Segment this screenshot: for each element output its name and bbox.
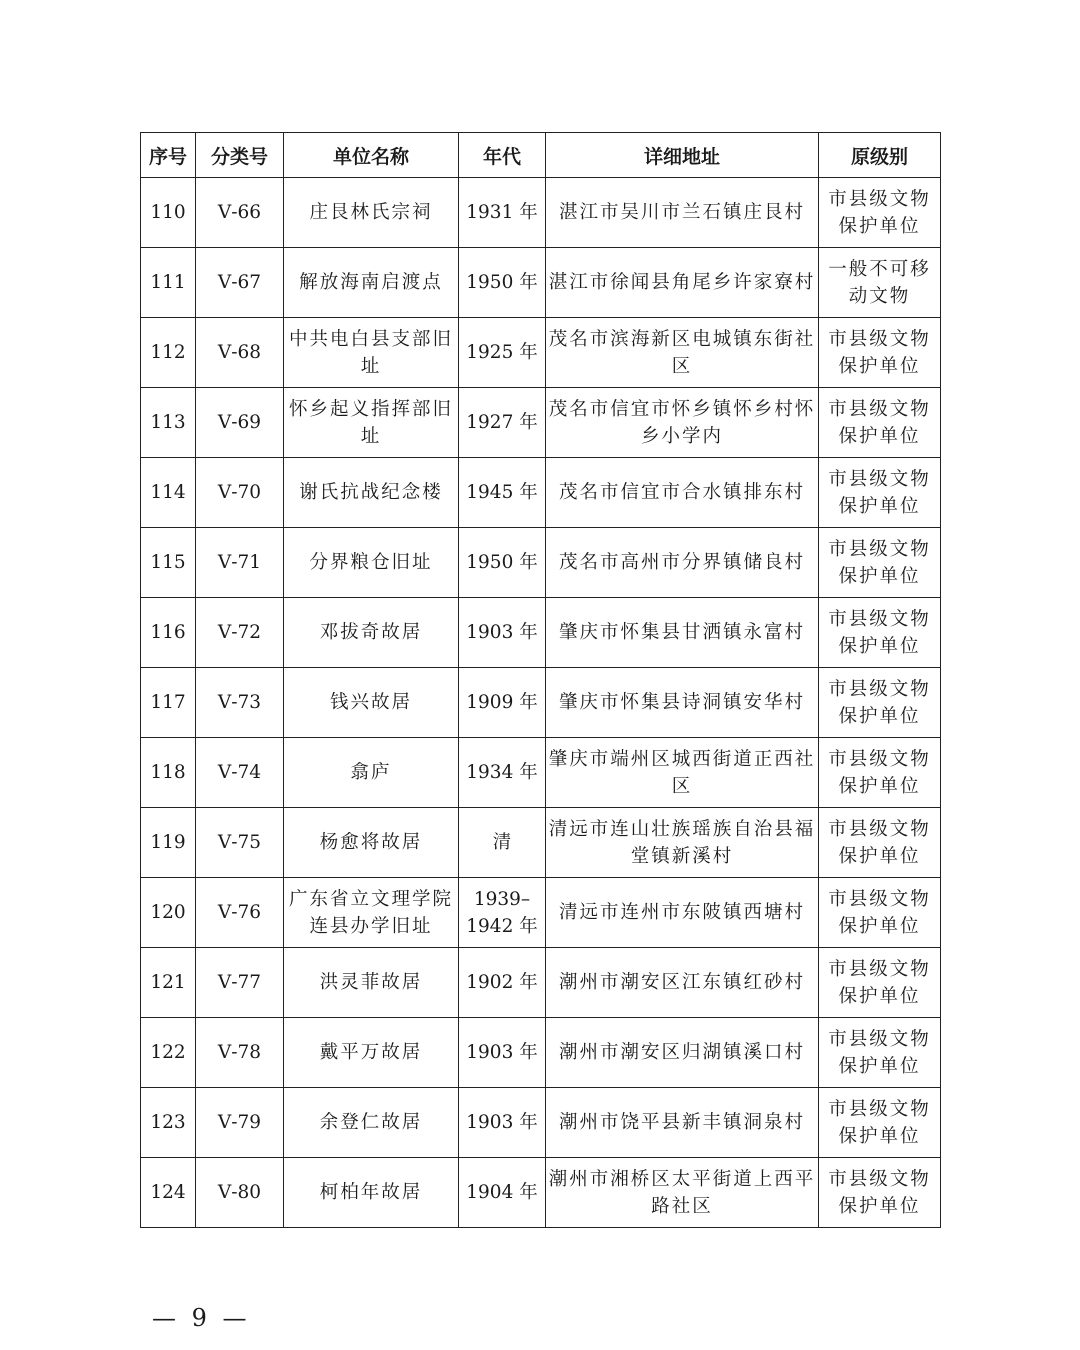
cell-seq: 117	[141, 668, 196, 738]
cell-seq: 116	[141, 598, 196, 668]
col-header-code: 分类号	[196, 133, 284, 178]
cell-seq: 110	[141, 178, 196, 248]
table-row	[141, 178, 941, 248]
cell-code: Ⅴ-73	[196, 668, 284, 738]
cell-era: 1904 年	[459, 1158, 546, 1228]
table-row	[141, 598, 941, 668]
cell-level: 市县级文物保护单位	[819, 388, 941, 458]
cell-name: 庄艮林氏宗祠	[284, 178, 459, 248]
cell-seq: 123	[141, 1088, 196, 1158]
cell-code: Ⅴ-70	[196, 458, 284, 528]
cell-name: 翕庐	[284, 738, 459, 808]
cell-code: Ⅴ-79	[196, 1088, 284, 1158]
col-header-name: 单位名称	[284, 133, 459, 178]
cell-seq: 120	[141, 878, 196, 948]
cell-seq: 124	[141, 1158, 196, 1228]
cell-name: 柯柏年故居	[284, 1158, 459, 1228]
cell-address: 湛江市徐闻县角尾乡许家寮村	[546, 248, 819, 318]
cell-era: 1945 年	[459, 458, 546, 528]
cell-address: 清远市连山壮族瑶族自治县福堂镇新溪村	[546, 808, 819, 878]
cell-seq: 114	[141, 458, 196, 528]
cell-address: 清远市连州市东陂镇西塘村	[546, 878, 819, 948]
cell-code: Ⅴ-72	[196, 598, 284, 668]
cell-name: 解放海南启渡点	[284, 248, 459, 318]
table-row	[141, 388, 941, 458]
cell-seq: 115	[141, 528, 196, 598]
table-row	[141, 948, 941, 1018]
cell-address: 潮州市潮安区归湖镇溪口村	[546, 1018, 819, 1088]
table-row	[141, 458, 941, 528]
cell-code: Ⅴ-68	[196, 318, 284, 388]
cell-seq: 111	[141, 248, 196, 318]
cell-level: 市县级文物保护单位	[819, 598, 941, 668]
cell-level: 市县级文物保护单位	[819, 1088, 941, 1158]
cell-era: 1939–1942 年	[459, 878, 546, 948]
table-row	[141, 878, 941, 948]
cell-name: 戴平万故居	[284, 1018, 459, 1088]
cell-code: Ⅴ-71	[196, 528, 284, 598]
cell-level: 一般不可移动文物	[819, 248, 941, 318]
cell-code: Ⅴ-75	[196, 808, 284, 878]
cell-address: 茂名市滨海新区电城镇东街社区	[546, 318, 819, 388]
col-header-address: 详细地址	[546, 133, 819, 178]
cell-code: Ⅴ-78	[196, 1018, 284, 1088]
cell-seq: 121	[141, 948, 196, 1018]
cell-name: 邓拔奇故居	[284, 598, 459, 668]
cell-code: Ⅴ-74	[196, 738, 284, 808]
cell-address: 茂名市信宜市合水镇排东村	[546, 458, 819, 528]
cell-code: Ⅴ-67	[196, 248, 284, 318]
cell-address: 茂名市信宜市怀乡镇怀乡村怀乡小学内	[546, 388, 819, 458]
cell-era: 1950 年	[459, 528, 546, 598]
cell-name: 中共电白县支部旧址	[284, 318, 459, 388]
cell-address: 潮州市潮安区江东镇红砂村	[546, 948, 819, 1018]
table-row	[141, 318, 941, 388]
cell-era: 1903 年	[459, 1018, 546, 1088]
cell-seq: 119	[141, 808, 196, 878]
table-row	[141, 1018, 941, 1088]
cell-level: 市县级文物保护单位	[819, 668, 941, 738]
cell-level: 市县级文物保护单位	[819, 808, 941, 878]
page-number: — 9 —	[152, 1304, 251, 1332]
cell-code: Ⅴ-80	[196, 1158, 284, 1228]
cell-level: 市县级文物保护单位	[819, 878, 941, 948]
cell-name: 谢氏抗战纪念楼	[284, 458, 459, 528]
table-row	[141, 808, 941, 878]
cell-level: 市县级文物保护单位	[819, 738, 941, 808]
cell-level: 市县级文物保护单位	[819, 948, 941, 1018]
cell-seq: 118	[141, 738, 196, 808]
cell-level: 市县级文物保护单位	[819, 458, 941, 528]
table-row	[141, 668, 941, 738]
col-header-level: 原级别	[819, 133, 941, 178]
cell-level: 市县级文物保护单位	[819, 318, 941, 388]
table-row	[141, 1088, 941, 1158]
cell-address: 茂名市高州市分界镇储良村	[546, 528, 819, 598]
table-row	[141, 528, 941, 598]
cell-name: 钱兴故居	[284, 668, 459, 738]
table-row	[141, 738, 941, 808]
table-header	[141, 133, 941, 178]
cell-level: 市县级文物保护单位	[819, 1158, 941, 1228]
cell-address: 肇庆市端州区城西街道正西社区	[546, 738, 819, 808]
cell-name: 怀乡起义指挥部旧址	[284, 388, 459, 458]
cell-code: Ⅴ-76	[196, 878, 284, 948]
cell-seq: 112	[141, 318, 196, 388]
cell-name: 广东省立文理学院连县办学旧址	[284, 878, 459, 948]
col-header-seq: 序号	[141, 133, 196, 178]
cell-address: 潮州市湘桥区太平街道上西平路社区	[546, 1158, 819, 1228]
cell-era: 清	[459, 808, 546, 878]
cell-address: 潮州市饶平县新丰镇洞泉村	[546, 1088, 819, 1158]
cell-address: 肇庆市怀集县诗洞镇安华村	[546, 668, 819, 738]
cell-seq: 122	[141, 1018, 196, 1088]
cell-era: 1927 年	[459, 388, 546, 458]
cell-era: 1950 年	[459, 248, 546, 318]
cell-address: 肇庆市怀集县甘洒镇永富村	[546, 598, 819, 668]
cell-level: 市县级文物保护单位	[819, 178, 941, 248]
cell-code: Ⅴ-66	[196, 178, 284, 248]
cell-era: 1903 年	[459, 598, 546, 668]
cell-name: 余登仁故居	[284, 1088, 459, 1158]
cell-era: 1909 年	[459, 668, 546, 738]
col-header-era: 年代	[459, 133, 546, 178]
cell-name: 洪灵菲故居	[284, 948, 459, 1018]
cell-seq: 113	[141, 388, 196, 458]
cell-name: 杨愈将故居	[284, 808, 459, 878]
cell-address: 湛江市吴川市兰石镇庄艮村	[546, 178, 819, 248]
table-row	[141, 248, 941, 318]
table-body	[141, 178, 941, 1228]
cell-era: 1925 年	[459, 318, 546, 388]
cell-era: 1903 年	[459, 1088, 546, 1158]
cell-code: Ⅴ-77	[196, 948, 284, 1018]
cell-name: 分界粮仓旧址	[284, 528, 459, 598]
cell-level: 市县级文物保护单位	[819, 1018, 941, 1088]
header-row	[141, 133, 941, 178]
cell-level: 市县级文物保护单位	[819, 528, 941, 598]
cell-era: 1934 年	[459, 738, 546, 808]
heritage-table	[140, 132, 941, 1228]
cell-era: 1902 年	[459, 948, 546, 1018]
cell-code: Ⅴ-69	[196, 388, 284, 458]
table-row	[141, 1158, 941, 1228]
cell-era: 1931 年	[459, 178, 546, 248]
